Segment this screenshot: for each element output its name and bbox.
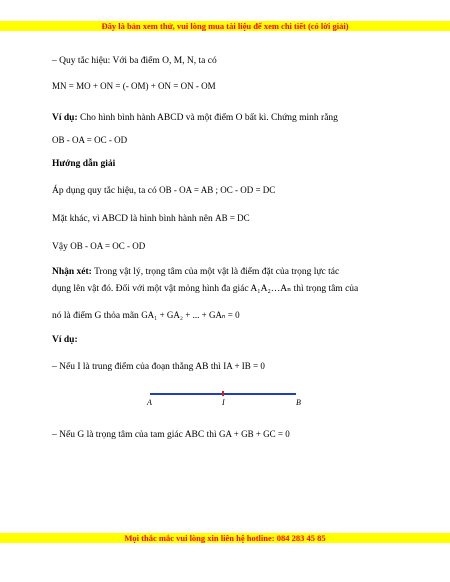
point-b-label: B [296, 398, 301, 407]
step2-line [52, 212, 250, 225]
step3-text: Vậy [52, 242, 68, 252]
case1-text: – Nếu I là trung điểm của đoạn thẳng AB thì [52, 362, 221, 372]
step3-line [52, 240, 145, 253]
remark-text3: nó là điểm G thỏa mãn [52, 311, 139, 321]
midpoint-mark [222, 391, 224, 396]
example1-line [52, 112, 338, 124]
remark-line2: dụng lên vật đó. Đối với một vật mỏng hình đa giác A₁A₂…Aₙ thì trọng tâm của [52, 284, 359, 294]
step1-math: OB - OA = AB ; OC - OD = DC [159, 185, 276, 195]
example1-text: Cho hình bình hành ABCD và một điểm O bất kì. Chứng minh rằng [77, 113, 338, 123]
point-i-label: I [222, 398, 225, 407]
guide-title: Hướng dẫn giải [52, 159, 116, 169]
remark-line3 [52, 309, 240, 322]
remark-text1: Trong vật lý, trọng tâm của một vật là điểm đặt của trọng lực tác [91, 267, 340, 277]
bottom-banner [0, 533, 450, 543]
example2-label: Ví dụ: [52, 335, 78, 345]
case1-math: IA + IB = 0 [223, 361, 265, 371]
case2-line [52, 428, 290, 441]
formula-rule: MN = MO + ON = (- OM) + ON = ON - OM [52, 81, 216, 91]
remark-label: Nhận xét: [52, 267, 92, 277]
formula-claim: OB - OA = OC - OD [52, 135, 128, 145]
remark-line1 [52, 266, 339, 278]
rule-text: – Quy tắc hiệu: Với ba điểm O, M, N, ta có [52, 56, 217, 66]
example1-label: Ví dụ: [52, 113, 78, 123]
step2-math: AB = DC [215, 213, 250, 223]
case2-text: – Nếu G là trọng tâm của tam giác ABC thì [52, 430, 217, 440]
step3-math: OB - OA = OC - OD [70, 241, 146, 251]
step1-text: Áp dụng quy tắc hiệu, ta có [52, 186, 157, 196]
step1-line [52, 184, 275, 197]
step2-text: Mặt khác, vì ABCD là hình bình hành nên [52, 214, 213, 224]
remark-math: GA₁ + GA₂ + ... + GAₙ = 0 [141, 310, 240, 320]
case1-line [52, 360, 265, 373]
top-banner [0, 21, 450, 31]
point-a-label: A [147, 398, 152, 407]
case2-math: GA + GB + GC = 0 [219, 429, 290, 439]
top-banner-text: Đây là bản xem thử, vui lòng mua tài liệu để xem chi tiết (có lời giải) [101, 21, 349, 31]
bottom-banner-text: Mọi thắc mắc vui lòng xin liên hệ hotline: 084 283 45 85 [124, 533, 326, 543]
